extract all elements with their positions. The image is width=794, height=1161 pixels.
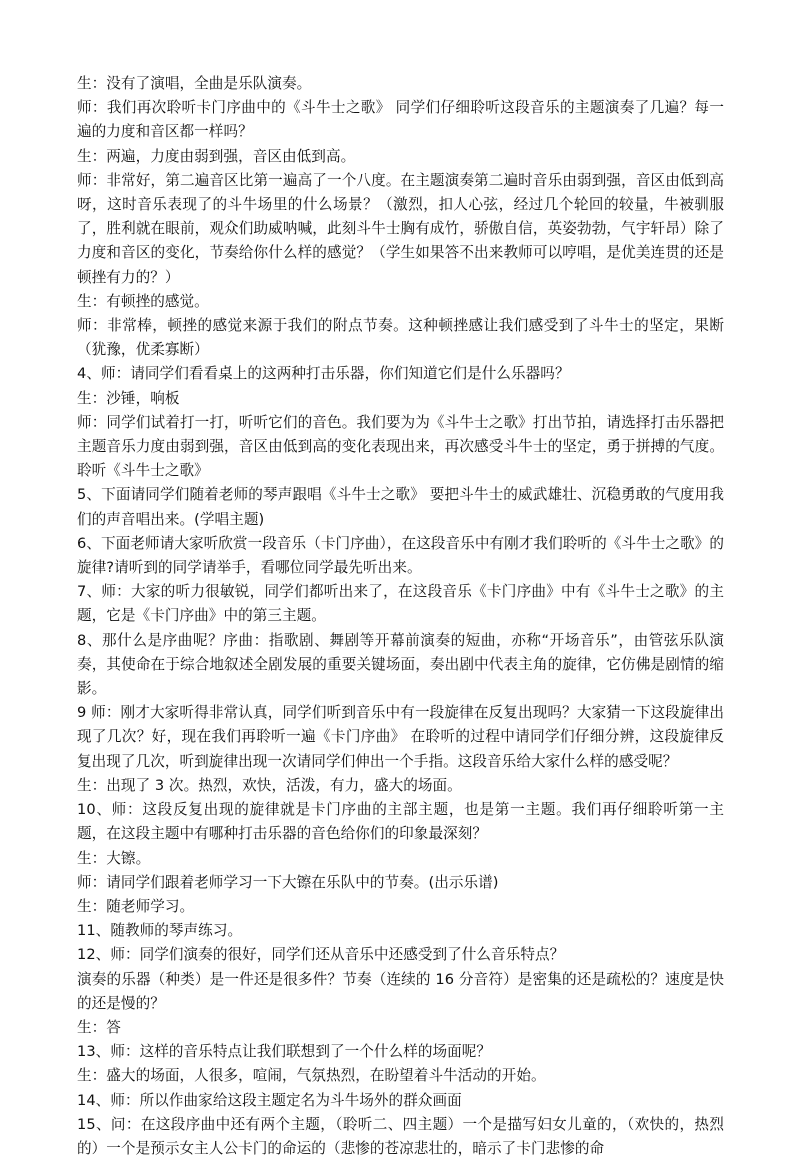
paragraph-24: 13、师：这样的音乐特点让我们联想到了一个什么样的场面呢？ [77, 1043, 492, 1061]
paragraph-10: 5、下面请同学们随着老师的琴声跟唱《斗牛士之歌》 要把斗牛士的威武雄壮、沉稳勇敢的气度用我们的声音唱出来。(学唱主题) [77, 486, 724, 528]
paragraph-25: 生：盛大的场面，人很多，喧闹，气氛热烈，在盼望着斗牛活动的开始。 [77, 1067, 546, 1085]
paragraph-11: 6、下面老师请大家听欣赏一段音乐（卡门序曲），在这段音乐中有刚才我们聆听的《斗牛士之歌》的旋律?请听到的同学请举手，看哪位同学最先听出来。 [77, 534, 724, 577]
paragraph-22: 演奏的乐器（种类）是一件还是很多件？节奏（连续的 16 分音符）是密集的还是疏松的？速度是快的还是慢的？ [77, 970, 724, 1012]
paragraph-15: 生：出现了 3 次。热烈，欢快，活泼，有力，盛大的场面。 [77, 776, 462, 794]
paragraph-5: 生：有顿挫的感觉。 [77, 292, 209, 310]
paragraph-14: 9 师：刚才大家听得非常认真，同学们听到音乐中有一段旋律在反复出现吗？大家猜一下这段旋律出现了几次？好，现在我们再聆听一遍《卡门序曲》 在聆听的过程中请同学们仔细分辨，这段旋律反复出现了几次，听到旋律出现一次请同学们伸出一个手指。这段音乐给大家什么样的感受呢？ [77, 704, 724, 770]
paragraph-26: 14、师：所以作曲家给这段主题定名为斗牛场外的群众画面 [77, 1091, 462, 1109]
paragraph-19: 生：随老师学习。 [77, 897, 195, 915]
paragraph-7: 4、师：请同学们看看桌上的这两种打击乐器，你们知道它们是什么乐器吗？ [77, 365, 570, 383]
paragraph-20: 11、随教师的琴声练习。 [77, 922, 243, 940]
paragraph-2: 师：我们再次聆听卡门序曲中的《斗牛士之歌》 同学们仔细聆听这段音乐的主题演奏了几遍？每一遍的力度和音区都一样吗？ [77, 99, 724, 141]
paragraph-8: 生：沙锤，响板 [77, 389, 180, 407]
paragraph-9: 师：同学们试着打一打，听听它们的音色。我们要为为《斗牛士之歌》打出节拍，请选择打击乐器把主题音乐力度由弱到强，音区由低到高的变化表现出来，再次感受斗牛士的坚定，勇于拼搏的气度。聆听《斗牛士之歌》 [77, 413, 724, 480]
paragraph-1: 生：没有了演唱，全曲是乐队演奏。 [77, 75, 312, 92]
paragraph-13: 8、那什么是序曲呢？序曲：指歌剧、舞剧等开幕前演奏的短曲，亦称“开场音乐”，由管弦乐队演奏，其使命在于综合地叙述全剧发展的重要关键场面，奏出剧中代表主角的旋律，它仿佛是剧情的缩影。 [77, 631, 724, 698]
paragraph-18: 师：请同学们跟着老师学习一下大镲在乐队中的节奏。(出示乐谱) [77, 873, 499, 891]
paragraph-4: 师：非常好，第二遍音区比第一遍高了一个八度。在主题演奏第二遍时音乐由弱到强，音区由低到高呀，这时音乐表现了的斗牛场里的什么场景？（激烈，扣人心弦，经过几个轮回的较量，牛被驯服了，胜利就在眼前，观众们助威呐喊，此刻斗牛士胸有成竹，骄傲自信，英姿勃勃，气宇轩昂）除了力度和音区的变化，节奏给你什么样的感觉？（学生如果答不出来教师可以哼唱，是优美连贯的还是顿挫有力的？） [77, 171, 724, 286]
paragraph-12: 7、师：大家的听力很敏锐，同学们都听出来了，在这段音乐《卡门序曲》中有《斗牛士之歌》的主题，它是《卡门序曲》中的第三主题。 [77, 583, 724, 625]
paragraph-16: 10、师：这段反复出现的旋律就是卡门序曲的主部主题，也是第一主题。我们再仔细聆听第一主题，在这段主题中有哪种打击乐器的音色给你们的印象最深刻？ [77, 801, 724, 843]
paragraph-6: 师：非常棒，顿挫的感觉来源于我们的附点节奏。这种顿挫感让我们感受到了斗牛士的坚定，果断（犹豫，优柔寡断） [77, 317, 724, 359]
paragraph-17: 生：大镲。 [77, 849, 151, 867]
paragraph-23: 生：答 [77, 1018, 121, 1036]
paragraph-3: 生：两遍，力度由弱到强，音区由低到高。 [77, 147, 356, 165]
paragraph-27: 15、问：在这段序曲中还有两个主题，（聆听二、四主题）一个是描写妇女儿童的，（欢快的，热烈的）一个是预示女主人公卡门的命运的（悲惨的苍凉悲壮的，暗示了卡门悲惨的命 [77, 1115, 724, 1157]
paragraph-21: 12、师：同学们演奏的很好，同学们还从音乐中还感受到了什么音乐特点？ [77, 946, 565, 964]
